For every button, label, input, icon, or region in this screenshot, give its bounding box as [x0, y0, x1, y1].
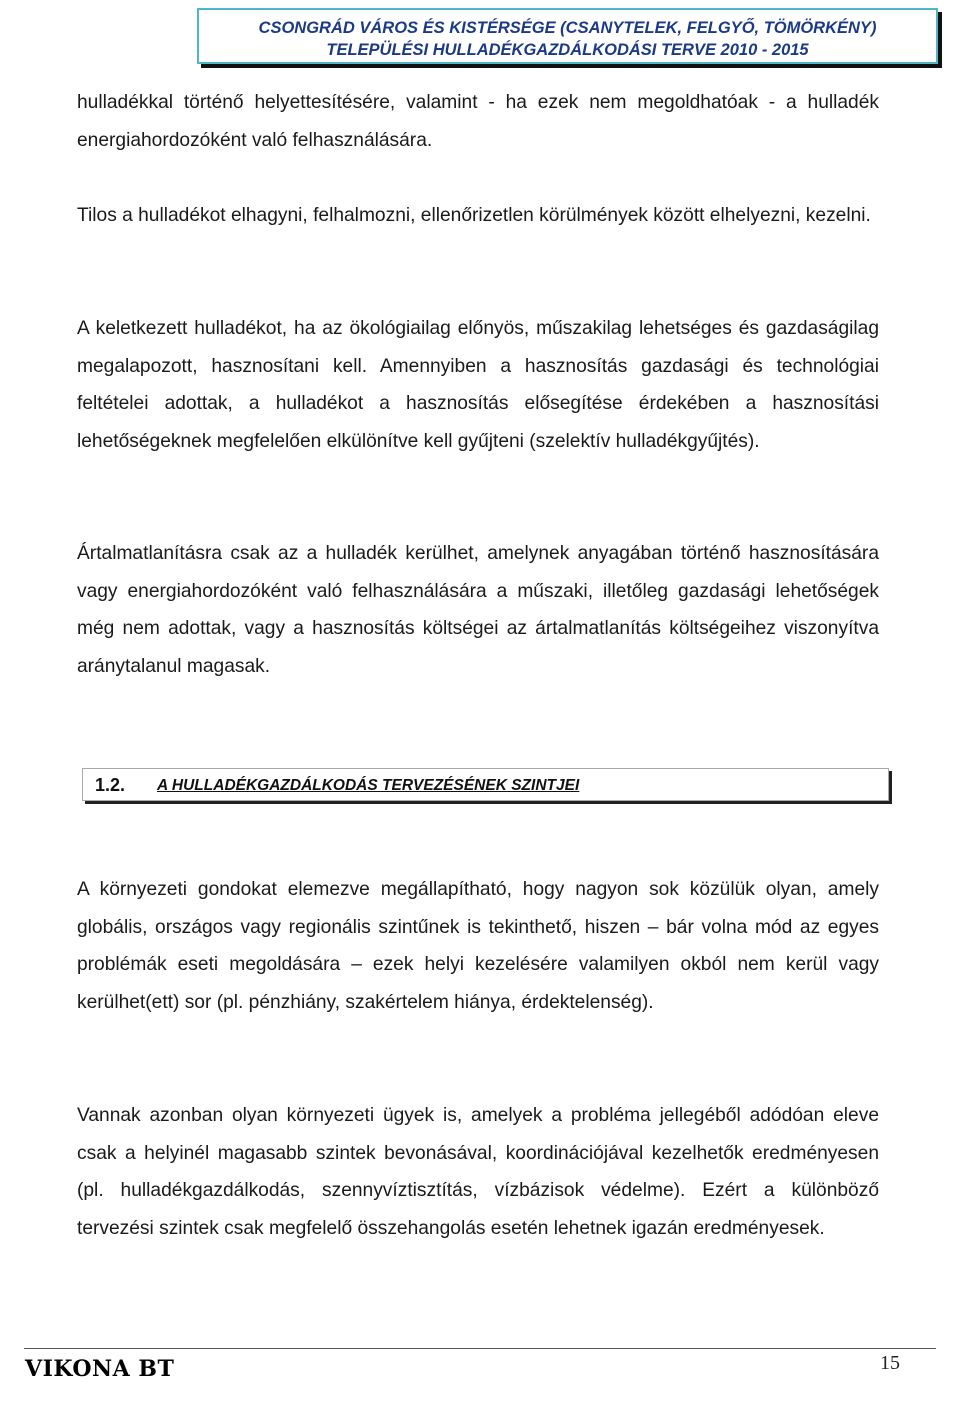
section-number: 1.2.	[95, 775, 126, 795]
page-header	[197, 8, 938, 64]
paragraph-1: hulladékkal történő helyettesítésére, valamint - ha ezek nem megoldhatóak - a hulladék energiahordozóként való felhasználására.	[77, 92, 879, 151]
paragraph-3: A keletkezett hulladékot, ha az ökológiailag előnyös, műszakilag lehetséges és gazdaságilag megalapozott, hasznosítani kell. Amennyiben a hasznosítás gazdasági és technológiai feltételei adottak, a hulladékot a hasznosítás elősegítése érdekében a hasznosítási lehetőségeknek megfelelően elkülönítve kell gyűjteni (szelektív hulladékgyűjtés).	[77, 318, 879, 452]
header-title-line2: TELEPÜLÉSI HULLADÉKGAZDÁLKODÁSI TERVE 2010 - 2015	[326, 41, 809, 59]
paragraph-6: Vannak azonban olyan környezeti ügyek is, amelyek a probléma jellegéből adódóan eleve csak a helyinél magasabb szintek bevonásával, koordinációjával kezelhetők eredményesen (pl. hulladékgazdálkodás, szennyvíztisztítás, vízbázisok védelme). Ezért a különböző tervezési szintek csak megfelelő összehangolás esetén lehetnek igazán eredményesek.	[77, 1105, 879, 1239]
paragraph-5: A környezeti gondokat elemezve megállapítható, hogy nagyon sok közülük olyan, amely globális, országos vagy regionális szintűnek is tekinthető, hiszen – bár volna mód az egyes problémák eseti megoldására – ezek helyi kezelésére valamilyen okból nem kerül vagy kerülhet(ett) sor (pl. pénzhiány, szakértelem hiánya, érdektelenség).	[77, 879, 879, 1013]
section-heading	[82, 768, 889, 801]
paragraph-2: Tilos a hulladékot elhagyni, felhalmozni, ellenőrizetlen körülmények között elhelyezni, kezelni.	[77, 205, 871, 226]
footer-divider	[24, 1348, 936, 1349]
page-number: 15	[880, 1352, 900, 1374]
header-title-line1: CSONGRÁD VÁROS ÉS KISTÉRSÉGE (CSANYTELEK, FELGYŐ, TÖMÖRKÉNY)	[258, 19, 877, 37]
section-title: A HULLADÉKGAZDÁLKODÁS TERVEZÉSÉNEK SZINTJEI	[157, 777, 580, 794]
footer-brand: VIKONA BT	[25, 1356, 175, 1382]
paragraph-4: Ártalmatlanításra csak az a hulladék kerülhet, amelynek anyagában történő hasznosítására vagy energiahordozóként való felhasználására a műszaki, illetőleg gazdasági lehetőségek még nem adottak, vagy a hasznosítás költségei az ártalmatlanítás költségeihez viszonyítva aránytalanul magasak.	[77, 543, 879, 677]
